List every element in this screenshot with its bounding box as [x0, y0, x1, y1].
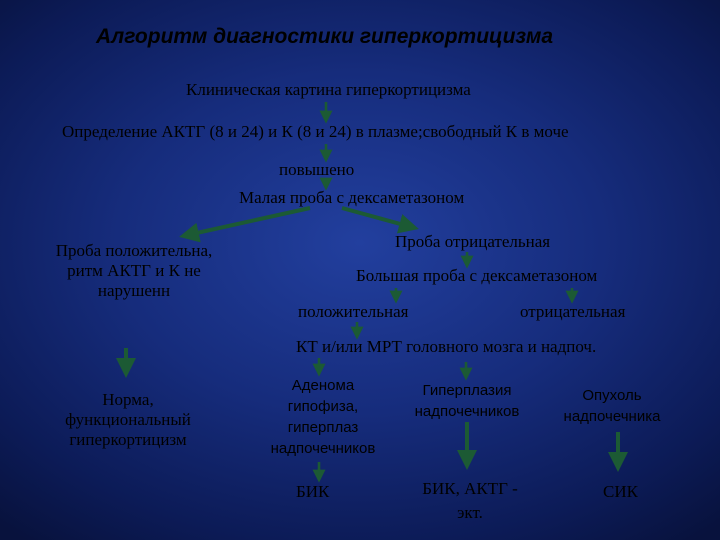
node-adenoma-line-3: гиперплаз	[287, 419, 359, 436]
node-sik: СИК	[603, 482, 638, 501]
node-norm-line-2: функциональный	[65, 410, 191, 429]
node-test-positive-line-2: ритм АКТГ и К не	[67, 261, 201, 280]
node-test-positive-line-3: нарушенн	[97, 281, 171, 300]
node-bik-ectopic-line-1: БИК, АКТГ -	[422, 479, 518, 498]
node-tumor-line-1: Опухоль	[582, 387, 642, 404]
node-acth-cortisol-test: Определение АКТГ (8 и 24) и К (8 и 24) в плазме;свободный К в моче	[62, 122, 569, 141]
node-bik: БИК	[296, 482, 330, 501]
node-large-test-positive: положительная	[298, 302, 409, 321]
node-adenoma-line-1: Аденома	[291, 377, 355, 394]
node-hyperplasia-line-2: надпочечников	[414, 403, 520, 420]
diagram-title: Алгоритм диагностики гиперкортицизма	[96, 25, 554, 48]
node-large-test-negative: отрицательная	[520, 302, 626, 321]
node-adenoma-line-2: гипофиза,	[287, 398, 359, 415]
node-test-positive-line-1: Проба положительна,	[55, 241, 213, 260]
node-clinical-picture: Клиническая картина гиперкортицизма	[186, 80, 471, 99]
node-large-dexamethasone-test: Большая проба с дексаметазоном	[356, 266, 598, 285]
node-small-dexamethasone-test: Малая проба с дексаметазоном	[239, 188, 465, 207]
node-elevated: повышено	[279, 160, 355, 179]
node-tumor-line-2: надпочечника	[563, 408, 661, 425]
arrow-small-dex-to-negative	[342, 208, 415, 228]
arrow-small-dex-to-positive	[183, 208, 310, 236]
node-test-negative: Проба отрицательная	[395, 232, 551, 251]
node-ct-mri-imaging: КТ и/или МРТ головного мозга и надпоч.	[296, 337, 597, 356]
node-norm-line-3: гиперкортицизм	[69, 430, 187, 449]
node-bik-ectopic-line-2: экт.	[457, 503, 483, 522]
node-adenoma-line-4: надпочечников	[270, 440, 376, 457]
node-norm-line-1: Норма,	[102, 390, 154, 409]
node-hyperplasia-line-1: Гиперплазия	[422, 382, 512, 399]
